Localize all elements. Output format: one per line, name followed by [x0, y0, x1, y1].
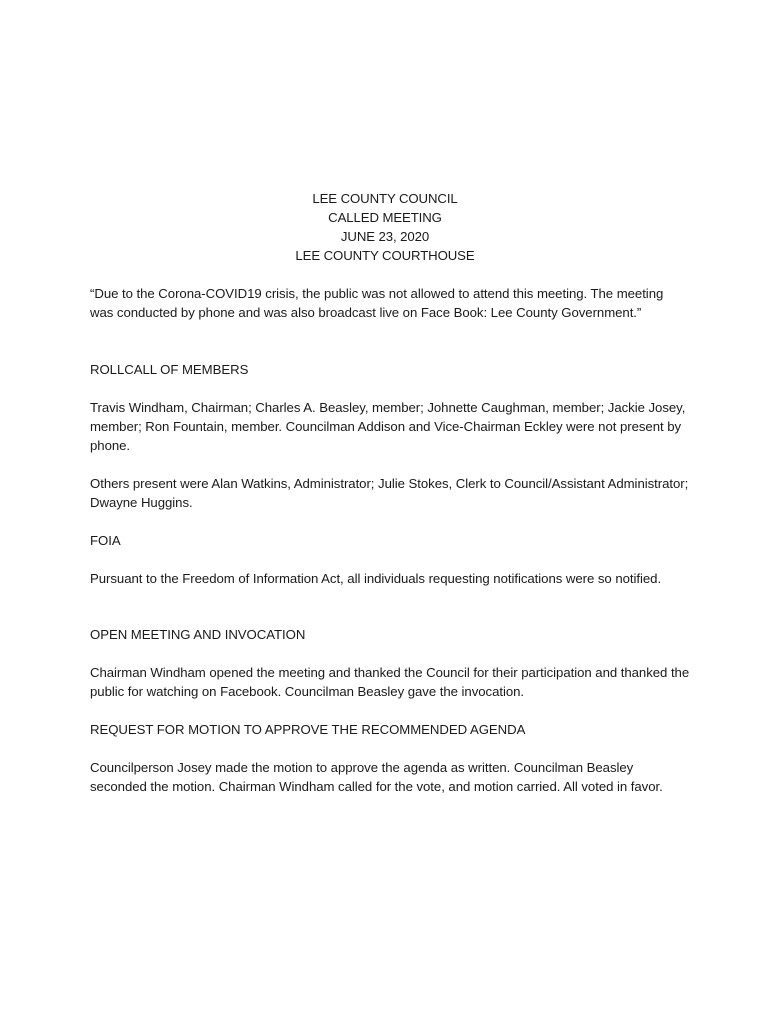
rollcall-heading-block — [90, 360, 690, 379]
agenda-heading-block — [90, 720, 690, 739]
meeting-location: LEE COUNTY COURTHOUSE — [295, 248, 475, 263]
rollcall-members-block — [90, 398, 690, 455]
foia-heading: FOIA — [90, 533, 121, 548]
foia-heading-block — [90, 531, 690, 550]
covid-notice-text: “Due to the Corona-COVID19 crisis, the public was not allowed to attend this meeting. The meeting was conducted by phone and was also broadcast live on Face Book: Lee County Government.” — [90, 286, 664, 320]
agenda-text: Councilperson Josey made the motion to approve the agenda as written. Councilman Beasley seconded the motion. Chairman Windham called for the vote, and motion carried. All voted in favor. — [90, 760, 663, 794]
open-meeting-text: Chairman Windham opened the meeting and thanked the Council for their participation and thanked the public for watching on Facebook. Councilman Beasley gave the invocation. — [90, 665, 690, 699]
foia-text: Pursuant to the Freedom of Information Act, all individuals requesting notifications were so notified. — [90, 571, 662, 586]
document-header — [0, 189, 770, 265]
open-meeting-heading: OPEN MEETING AND INVOCATION — [90, 627, 306, 642]
rollcall-heading: ROLLCALL OF MEMBERS — [90, 362, 249, 377]
rollcall-others-block — [90, 474, 690, 512]
meeting-type: CALLED MEETING — [328, 210, 442, 225]
agenda-text-block — [90, 758, 690, 796]
open-text-block — [90, 663, 690, 701]
foia-text-block — [90, 569, 690, 588]
rollcall-members-text: Travis Windham, Chairman; Charles A. Beasley, member; Johnette Caughman, member; Jackie Josey, member; Ron Fountain, member. Councilman Addison and Vice-Chairman Eckley were not present by phone. — [90, 400, 686, 453]
meeting-date: JUNE 23, 2020 — [340, 229, 430, 244]
rollcall-others-text: Others present were Alan Watkins, Administrator; Julie Stokes, Clerk to Council/Assistant Administrator; Dwayne Huggins. — [90, 476, 689, 510]
council-name: LEE COUNTY COUNCIL — [312, 191, 458, 206]
covid-notice — [90, 284, 690, 322]
open-heading-block — [90, 625, 690, 644]
agenda-heading: REQUEST FOR MOTION TO APPROVE THE RECOMMENDED AGENDA — [90, 722, 526, 737]
